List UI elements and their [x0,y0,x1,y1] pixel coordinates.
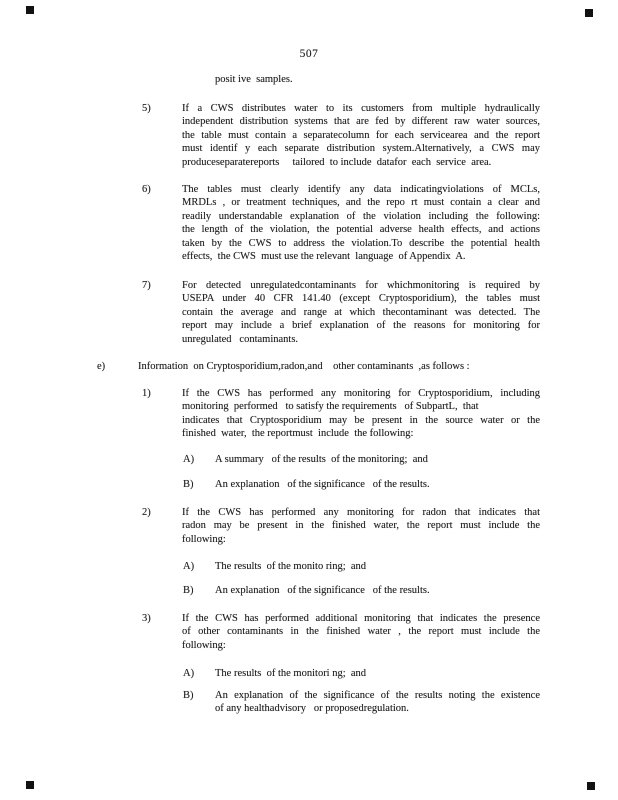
page-number: 507 [299,48,319,60]
text-line: The tables must clearly identify any data indicatingviolations of MCLs, [182,184,540,195]
item-5 [142,102,540,169]
text-line: An explanation of the significance of the results. [215,585,430,596]
continuation-line: posit ive samples. [215,74,293,85]
text-line: An explanation of the significance of the results noting the existence [215,690,540,701]
item-label: 3) [142,613,151,624]
item-6 [142,183,540,263]
item-label: 2) [142,507,151,518]
item-label: 7) [142,280,151,291]
text-line: contain the average and range at which thecontaminant was detected. The [182,306,540,318]
text-line: The results of the monitori ng; and [215,668,367,679]
text-line: of other contaminants in the finished water , the report must include the [182,626,540,638]
item-2-A [183,560,540,573]
corner-mark-bottom-right [587,782,595,790]
item-label: B) [183,690,194,701]
item-1-B [183,478,540,491]
text-line: For detected unregulatedcontaminants for whichmonitoring is required by [182,280,540,291]
item-label: A) [183,454,195,465]
item-label: 1) [142,388,151,399]
item-2 [142,506,540,546]
text-line: must identif y each separate distribution system.Alternatively, a CWS may [182,143,540,155]
text-line: independent distribution systems that are fed by different raw water sources, [182,116,540,128]
item-label: A) [183,668,195,679]
item-3 [142,612,540,652]
text-line: A summary of the results of the monitoring; and [215,454,428,465]
text-line: taken by the CWS to address the violation.To describe the potential health [182,237,540,249]
text-line: following: [182,533,226,545]
corner-mark-top-right [585,9,593,17]
corner-mark-top-left [26,6,34,14]
text-line: report may include a brief explanation of the reasons for monitoring for [182,320,540,332]
text-line: monitoring performed to satisfy the requirements of SubpartL, that [182,401,479,413]
text-line: indicates that Cryptosporidium may be present in the source water or the [182,414,540,426]
text-line: unregulated contaminants. [182,333,299,345]
item-label: e) [97,361,106,372]
text-line: effects, the CWS must use the relevant language of Appendix A. [182,251,466,263]
item-label: B) [183,479,194,490]
item-7 [142,279,540,346]
text-line: An explanation of the significance of the results. [215,479,430,490]
item-label: A) [183,561,195,572]
text-line: readily understandable explanation of the violation including the following: [182,210,540,222]
text-line: the length of the violation, the potential adverse health effects, and actions [182,224,540,236]
item-label: 6) [142,184,151,195]
item-2-B [183,584,540,597]
text-line: produceseparatereports tailored to include datafor each service area. [182,156,492,168]
item-label: 5) [142,103,151,114]
text-line: MRDLs , or treatment techniques, and the repo rt must contain a clear and [182,197,540,209]
text-line: Information on Cryptosporidium,radon,and other contaminants ,as follows : [138,361,470,372]
item-1 [142,387,540,441]
text-line: USEPA under 40 CFR 141.40 (except Cryptosporidium), the tables must [182,293,540,305]
text-line: radon may be present in the finished water, the report must include the [182,520,540,532]
section-e [97,360,540,373]
corner-mark-bottom-left [26,781,34,789]
text-line: If the CWS has performed additional monitoring that indicates the presence [182,613,540,624]
text-line: the table must contain a separatecolumn for each servicearea and the report [182,129,540,141]
item-3-A [183,667,540,680]
item-3-B [183,689,540,716]
text-line: following: [182,639,226,651]
item-1-A [183,453,540,466]
text-line: If the CWS has performed any monitoring for radon that indicates that [182,507,540,518]
text-line: If a CWS distributes water to its customers from multiple hydraulically [182,103,540,114]
text-line: The results of the monito ring; and [215,561,367,572]
text-line: finished water, the reportmust include the following: [182,428,414,440]
item-label: B) [183,585,194,596]
text-line: If the CWS has performed any monitoring for Cryptosporidium, including [182,388,540,399]
text-line: of any healthadvisory or proposedregulation. [215,703,409,715]
